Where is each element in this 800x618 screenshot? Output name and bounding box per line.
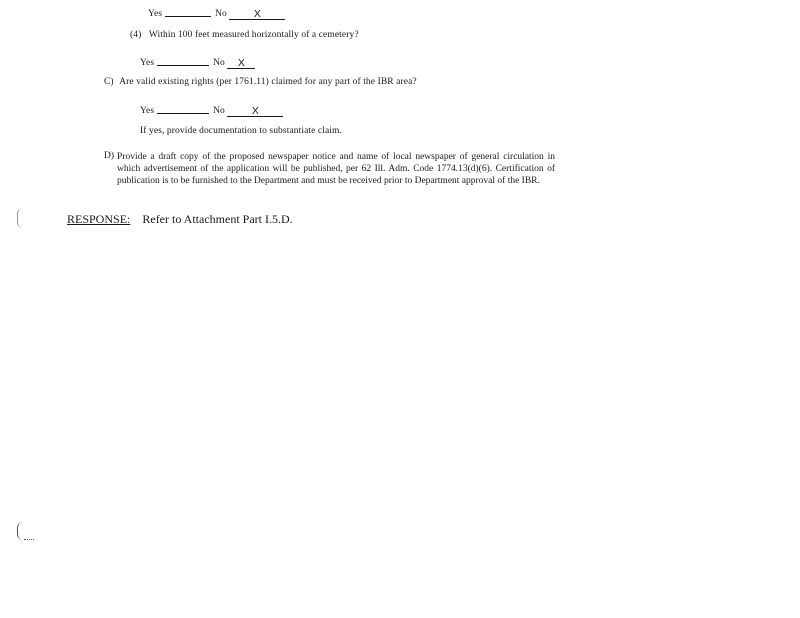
item-4-number: (4) bbox=[130, 30, 142, 40]
punch-hole-mark-bottom bbox=[17, 522, 26, 540]
response-text: Refer to Attachment Part I.5.D. bbox=[142, 212, 293, 226]
section-d-paragraph: Provide a draft copy of the proposed newspaper notice and name of local newspaper of general circulation in which advertisement of the application will be published, per 62 Ill. Adm. Code 1774.13(d)(6). Certification of publication is to be furnished to the Department and must be received prior to Department approval of the IBR. bbox=[117, 152, 555, 186]
yes-label: Yes bbox=[140, 106, 155, 116]
no-label: No bbox=[213, 58, 225, 68]
section-c-label: C) bbox=[104, 77, 114, 87]
response-line bbox=[67, 210, 293, 228]
response-label: RESPONSE: bbox=[67, 212, 131, 226]
yes-no-row-item-4 bbox=[140, 54, 255, 68]
no-label: No bbox=[213, 106, 225, 116]
no-answer-blank: X bbox=[227, 58, 255, 69]
section-d-label: D) bbox=[104, 151, 115, 161]
section-c-followup: If yes, provide documentation to substantiate claim. bbox=[140, 126, 343, 136]
yes-no-row-section-c bbox=[140, 102, 283, 116]
section-c-question bbox=[104, 77, 417, 87]
yes-answer-blank bbox=[165, 6, 211, 17]
punch-hole-mark-top bbox=[17, 208, 24, 228]
yes-label: Yes bbox=[148, 9, 163, 19]
yes-answer-blank bbox=[157, 55, 209, 66]
no-answer-blank: X bbox=[227, 106, 283, 117]
item-4-text: Within 100 feet measured horizontally of a cemetery? bbox=[148, 30, 359, 40]
section-c-text: Are valid existing rights (per 1761.11) claimed for any part of the IBR area? bbox=[119, 77, 417, 87]
no-label: No bbox=[215, 9, 227, 19]
punch-hole-tail bbox=[24, 539, 34, 540]
yes-no-row-top bbox=[148, 5, 285, 19]
no-answer-blank: X bbox=[229, 9, 285, 20]
yes-answer-blank bbox=[157, 103, 209, 114]
item-4-question bbox=[130, 30, 359, 40]
yes-label: Yes bbox=[140, 58, 155, 68]
